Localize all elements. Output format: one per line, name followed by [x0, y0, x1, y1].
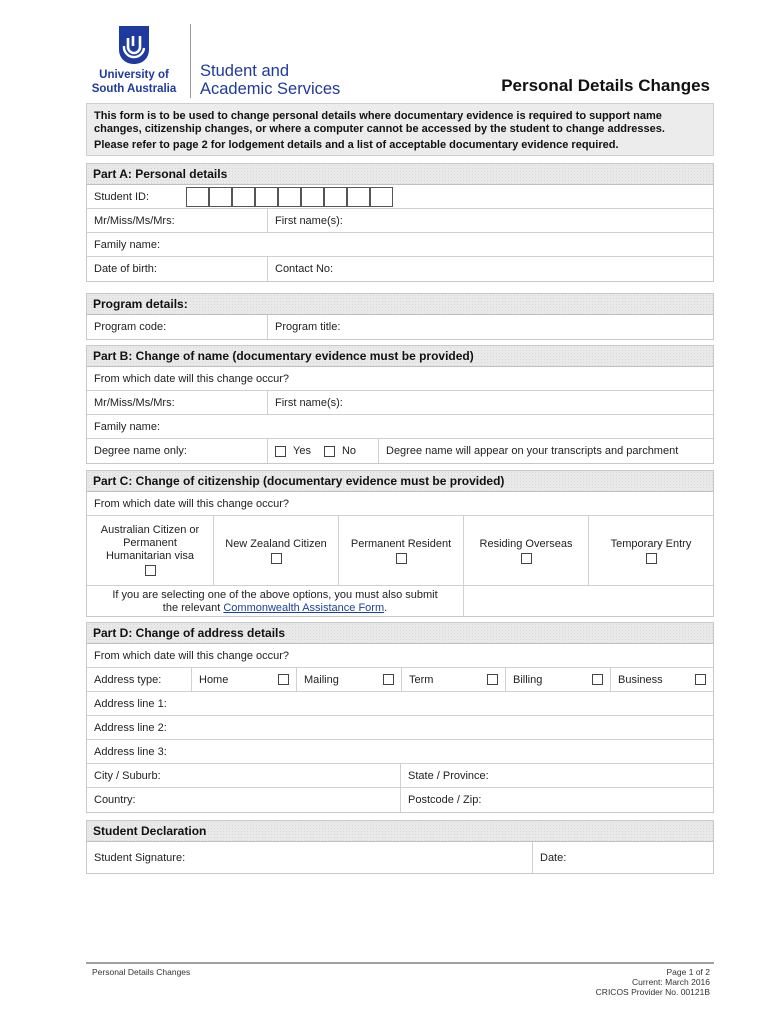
country-field[interactable]: Country: [87, 788, 401, 812]
new-first-names-field[interactable]: First name(s): [275, 396, 343, 409]
residing-overseas-checkbox[interactable] [521, 553, 532, 564]
student-id-row [87, 185, 713, 209]
family-name-field[interactable]: Family name: [94, 238, 161, 251]
contact-field[interactable]: Contact No: [275, 263, 334, 275]
declaration-date-field[interactable]: Date: [540, 851, 567, 864]
student-id-digit-box[interactable] [301, 187, 324, 207]
student-id-boxes [186, 187, 393, 207]
option-nz-citizen: New Zealand Citizen [214, 516, 339, 585]
page-number: Page 1 of 2 [666, 967, 710, 977]
commonwealth-assistance-form-link[interactable]: Commonwealth Assistance Form [223, 602, 385, 614]
country-postcode-row [87, 788, 713, 812]
permanent-resident-checkbox[interactable] [396, 553, 407, 564]
program-row [87, 315, 713, 339]
program-title-field[interactable]: Program title: [275, 321, 341, 333]
degree-yes-no: Yes No [268, 439, 379, 463]
address-line-2-field[interactable]: Address line 2: [94, 721, 167, 734]
program-heading: Program details: [87, 294, 713, 315]
current-date: Current: March 2016 [632, 977, 710, 987]
student-id-label: Student ID: [94, 190, 150, 203]
option-australian-citizen: Australian Citizen or Permanent Humanitarian visa [87, 516, 214, 585]
part-c-date-field[interactable]: From which date will this change occur? [94, 497, 290, 510]
degree-no-checkbox[interactable] [324, 446, 335, 457]
degree-note: Degree name will appear on your transcripts and parchment [386, 445, 679, 457]
footer-meta [596, 967, 710, 997]
declaration-section [86, 820, 714, 874]
postcode-field[interactable]: Postcode / Zip: [408, 794, 482, 806]
term-checkbox[interactable] [487, 674, 498, 685]
part-c-section [86, 470, 714, 617]
address-line-3-row [87, 740, 713, 764]
first-names-field[interactable]: First name(s): [275, 214, 343, 227]
citizenship-note-row [87, 586, 713, 616]
degree-name-row [87, 439, 713, 463]
option-residing-overseas: Residing Overseas [464, 516, 589, 585]
state-field[interactable]: State / Province: [408, 769, 489, 782]
signature-field[interactable]: Student Signature: [87, 842, 533, 873]
address-type-row [87, 668, 713, 692]
intro-refer-text: Please refer to page 2 for lodgement details and a list of acceptable documentary evidence required. [94, 139, 619, 151]
student-id-digit-box[interactable] [232, 187, 255, 207]
student-id-digit-box[interactable] [209, 187, 232, 207]
dob-field[interactable]: Date of birth: [87, 257, 268, 281]
part-b-name-row [87, 391, 713, 415]
title-field[interactable]: Mr/Miss/Ms/Mrs: [87, 209, 268, 232]
address-type-business: Business [611, 668, 713, 691]
address-line-1-row [87, 692, 713, 716]
address-type-billing: Billing [506, 668, 611, 691]
footer-form-name: Personal Details Changes [92, 967, 191, 977]
logo-divider [190, 24, 191, 98]
part-b-date-field[interactable]: From which date will this change occur? [94, 372, 290, 385]
part-d-date-field[interactable]: From which date will this change occur? [94, 649, 290, 662]
address-line-3-field[interactable]: Address line 3: [94, 745, 167, 758]
program-code-field[interactable]: Program code: [87, 315, 268, 339]
department-name: Student and Academic Services [200, 62, 341, 98]
option-permanent-resident: Permanent Resident [339, 516, 464, 585]
dob-contact-row [87, 257, 713, 281]
business-checkbox[interactable] [695, 674, 706, 685]
address-line-1-field[interactable]: Address line 1: [94, 697, 167, 710]
intro-text: This form is to be used to change personal details where documentary evidence is required to support name changes, citizenship changes, or where a computer cannot be accessed by the student to change addresses. [94, 110, 665, 135]
degree-name-label: Degree name only: [87, 439, 268, 463]
university-name: University of South Australia [91, 69, 177, 95]
signature-row [87, 842, 713, 873]
degree-yes-checkbox[interactable] [275, 446, 286, 457]
address-line-2-row [87, 716, 713, 740]
part-b-date-row [87, 367, 713, 391]
part-a-section [86, 163, 714, 282]
part-b-family-row [87, 415, 713, 439]
program-section [86, 293, 714, 340]
city-state-row [87, 764, 713, 788]
australian-citizen-checkbox[interactable] [145, 565, 156, 576]
name-row [87, 209, 713, 233]
intro-box [86, 103, 714, 156]
page-footer [86, 962, 714, 997]
part-d-section [86, 622, 714, 813]
citizenship-note: If you are selecting one of the above options, you must also submit the relevant Commonwealth Assistance Form. [87, 586, 464, 616]
student-id-digit-box[interactable] [324, 187, 347, 207]
new-title-field[interactable]: Mr/Miss/Ms/Mrs: [87, 391, 268, 414]
new-family-name-field[interactable]: Family name: [94, 420, 161, 433]
part-b-section [86, 345, 714, 464]
unisa-logo [86, 24, 196, 100]
part-b-heading: Part B: Change of name (documentary evidence must be provided) [87, 346, 713, 367]
page-title: Personal Details Changes [501, 76, 710, 95]
part-d-heading: Part D: Change of address details [87, 623, 713, 644]
billing-checkbox[interactable] [592, 674, 603, 685]
address-type-mailing: Mailing [297, 668, 402, 691]
cricos-number: CRICOS Provider No. 00121B [595, 987, 710, 997]
mailing-checkbox[interactable] [383, 674, 394, 685]
address-type-term: Term [402, 668, 506, 691]
part-c-date-row [87, 492, 713, 516]
part-a-heading: Part A: Personal details [87, 164, 713, 185]
citizenship-options [87, 516, 713, 586]
declaration-heading: Student Declaration [87, 821, 713, 842]
student-id-digit-box[interactable] [370, 187, 393, 207]
student-id-digit-box[interactable] [255, 187, 278, 207]
part-d-date-row [87, 644, 713, 668]
home-checkbox[interactable] [278, 674, 289, 685]
temporary-entry-checkbox[interactable] [646, 553, 657, 564]
university-crest-icon [119, 26, 149, 64]
student-id-digit-box[interactable] [186, 187, 209, 207]
page-header [86, 24, 714, 100]
nz-citizen-checkbox[interactable] [271, 553, 282, 564]
part-c-heading: Part C: Change of citizenship (documentary evidence must be provided) [87, 471, 713, 492]
address-type-label: Address type: [87, 668, 192, 691]
option-temporary-entry: Temporary Entry [589, 516, 713, 585]
student-id-digit-box[interactable] [278, 187, 301, 207]
family-name-row [87, 233, 713, 257]
student-id-digit-box[interactable] [347, 187, 370, 207]
city-field[interactable]: City / Suburb: [87, 764, 401, 787]
address-type-home: Home [192, 668, 297, 691]
